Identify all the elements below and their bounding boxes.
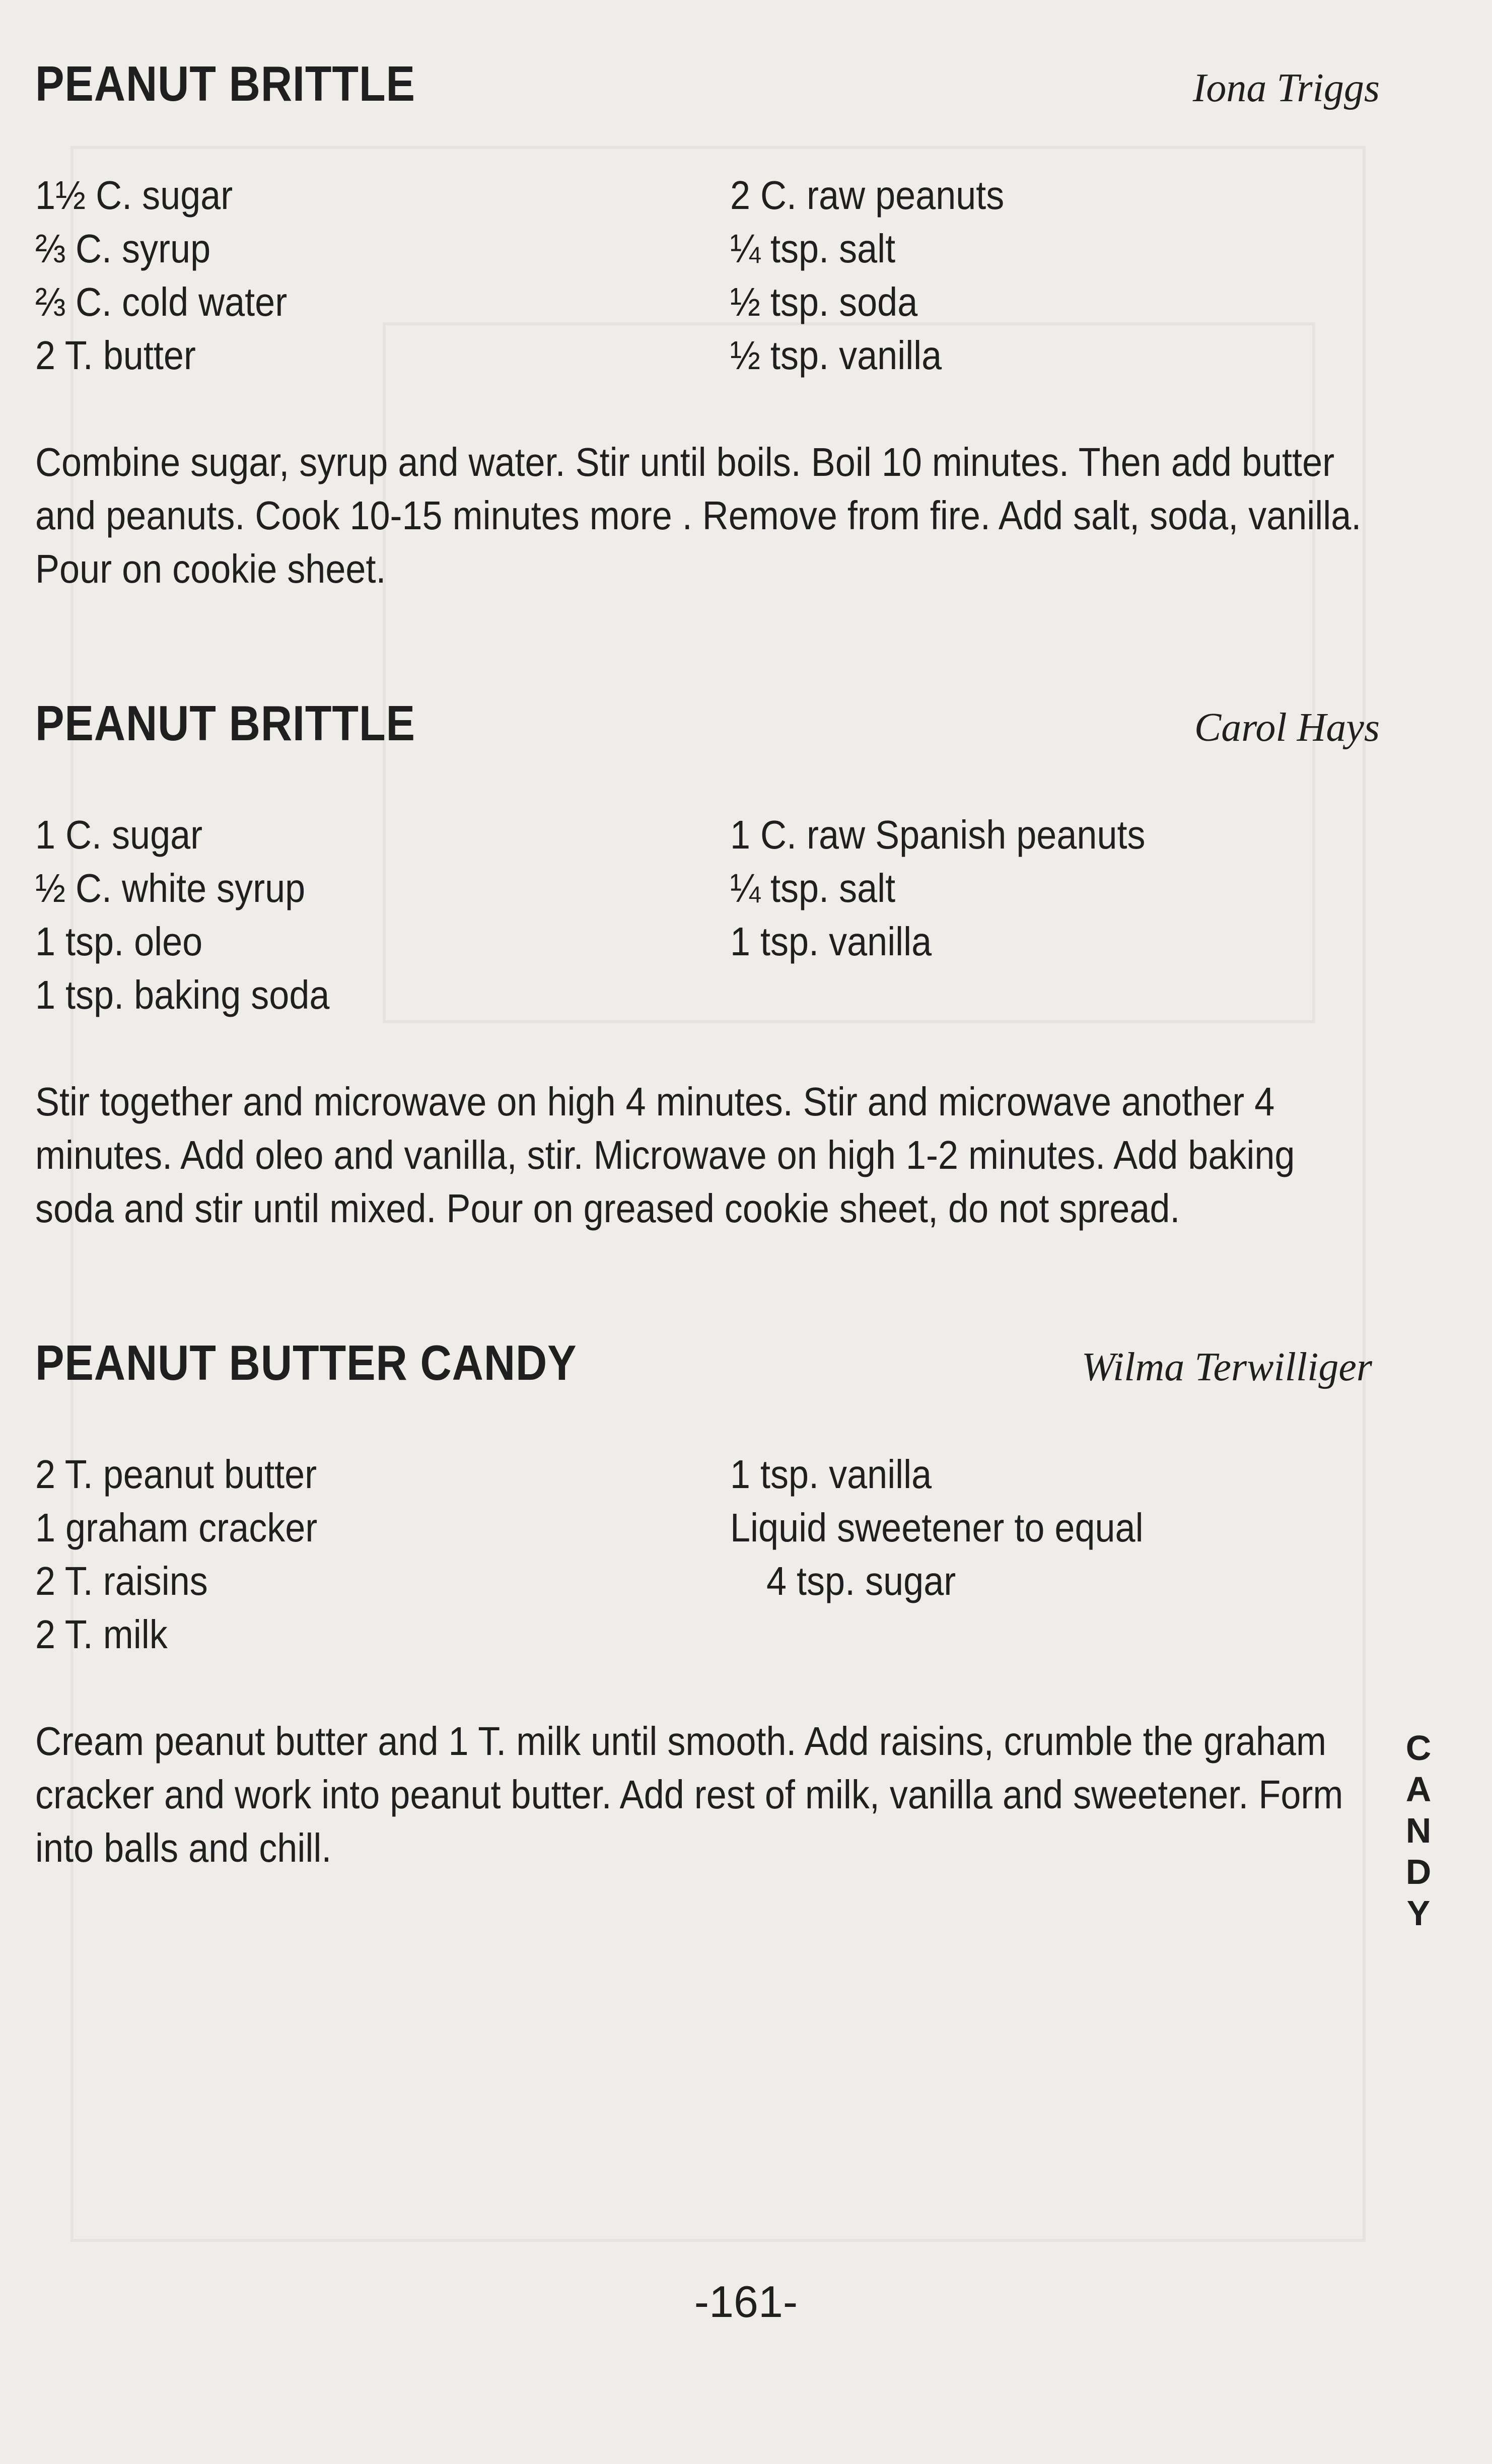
ingredient: 1 tsp. oleo <box>35 919 203 964</box>
ingredient: 1 C. sugar <box>35 812 203 857</box>
recipe-title: PEANUT BRITTLE <box>35 56 415 111</box>
ingredient-column-left <box>35 1448 730 1661</box>
ingredient: 2 T. milk <box>35 1612 168 1657</box>
ingredient: 1½ C. sugar <box>35 173 233 218</box>
ingredient-list <box>35 808 1375 1022</box>
ingredient: 2 T. peanut butter <box>35 1452 317 1497</box>
ingredient: ½ tsp. soda <box>730 279 918 324</box>
recipe-peanut-brittle-2 <box>30 695 1380 1279</box>
ingredient: ½ C. white syrup <box>35 866 306 910</box>
ingredient-column-right <box>730 169 1375 382</box>
recipe-instructions: Stir together and microwave on high 4 minutes. Stir and microwave another 4 minutes. Add oleo and vanilla, stir. Microwave on high 1-2 minutes. Add baking soda and stir until mixed. Pour on greased cookie sheet, do not spread. <box>35 1079 1295 1231</box>
section-tab-letter: D <box>1405 1852 1432 1891</box>
section-tab-letter: N <box>1405 1811 1432 1850</box>
ingredient: 2 T. raisins <box>35 1559 208 1603</box>
recipe-title: PEANUT BRITTLE <box>35 695 415 751</box>
ingredient: ⅔ C. cold water <box>35 279 288 324</box>
section-tab-letter: C <box>1405 1728 1432 1768</box>
recipe-author: Carol Hays <box>1194 706 1380 750</box>
recipe-instructions: Combine sugar, syrup and water. Stir until boils. Boil 10 minutes. Then add butter and peanuts. Cook 10-15 minutes more . Remove from fire. Add salt, soda, vanilla. Pour on cookie sheet. <box>35 440 1362 591</box>
ingredient: 4 tsp. sugar <box>766 1559 956 1603</box>
ingredient-list <box>35 169 1375 382</box>
ingredient: Liquid sweetener to equal <box>730 1505 1144 1550</box>
ingredient: 1 C. raw Spanish peanuts <box>730 812 1146 857</box>
section-tab-candy <box>1396 1727 1441 1934</box>
ingredient-list <box>35 1448 1375 1661</box>
ingredient-column-right <box>730 808 1375 1022</box>
ingredient: 1 tsp. baking soda <box>35 972 330 1017</box>
ingredient: ½ tsp. vanilla <box>730 333 942 378</box>
recipe-peanut-brittle-1 <box>30 55 1380 640</box>
ingredient-column-right <box>730 1448 1375 1661</box>
recipe-instructions: Cream peanut butter and 1 T. milk until smooth. Add raisins, crumble the graham cracker and work into peanut butter. Add rest of milk, vanilla and sweetener. Form into balls and chill. <box>35 1719 1343 1870</box>
recipe-title: PEANUT BUTTER CANDY <box>35 1335 577 1390</box>
ingredient: ⅔ C. syrup <box>35 226 211 271</box>
ingredient-column-left <box>35 169 730 382</box>
ingredient-column-left <box>35 808 730 1022</box>
ingredient: 1 tsp. vanilla <box>730 919 932 964</box>
recipe-author: Iona Triggs <box>1192 66 1380 110</box>
recipe-author: Wilma Terwilliger <box>1081 1345 1372 1389</box>
ingredient: 1 tsp. vanilla <box>730 1452 932 1497</box>
ingredient: 1 graham cracker <box>35 1505 318 1550</box>
section-tab-letter: Y <box>1406 1893 1431 1933</box>
section-tab-letter: A <box>1405 1770 1432 1809</box>
ingredient: ¼ tsp. salt <box>730 866 896 910</box>
ingredient: ¼ tsp. salt <box>730 226 896 271</box>
recipe-peanut-butter-candy <box>30 1334 1380 1919</box>
ingredient: 2 T. butter <box>35 333 196 378</box>
ingredient: 2 C. raw peanuts <box>730 173 1005 218</box>
page-number: -161- <box>694 2277 798 2327</box>
